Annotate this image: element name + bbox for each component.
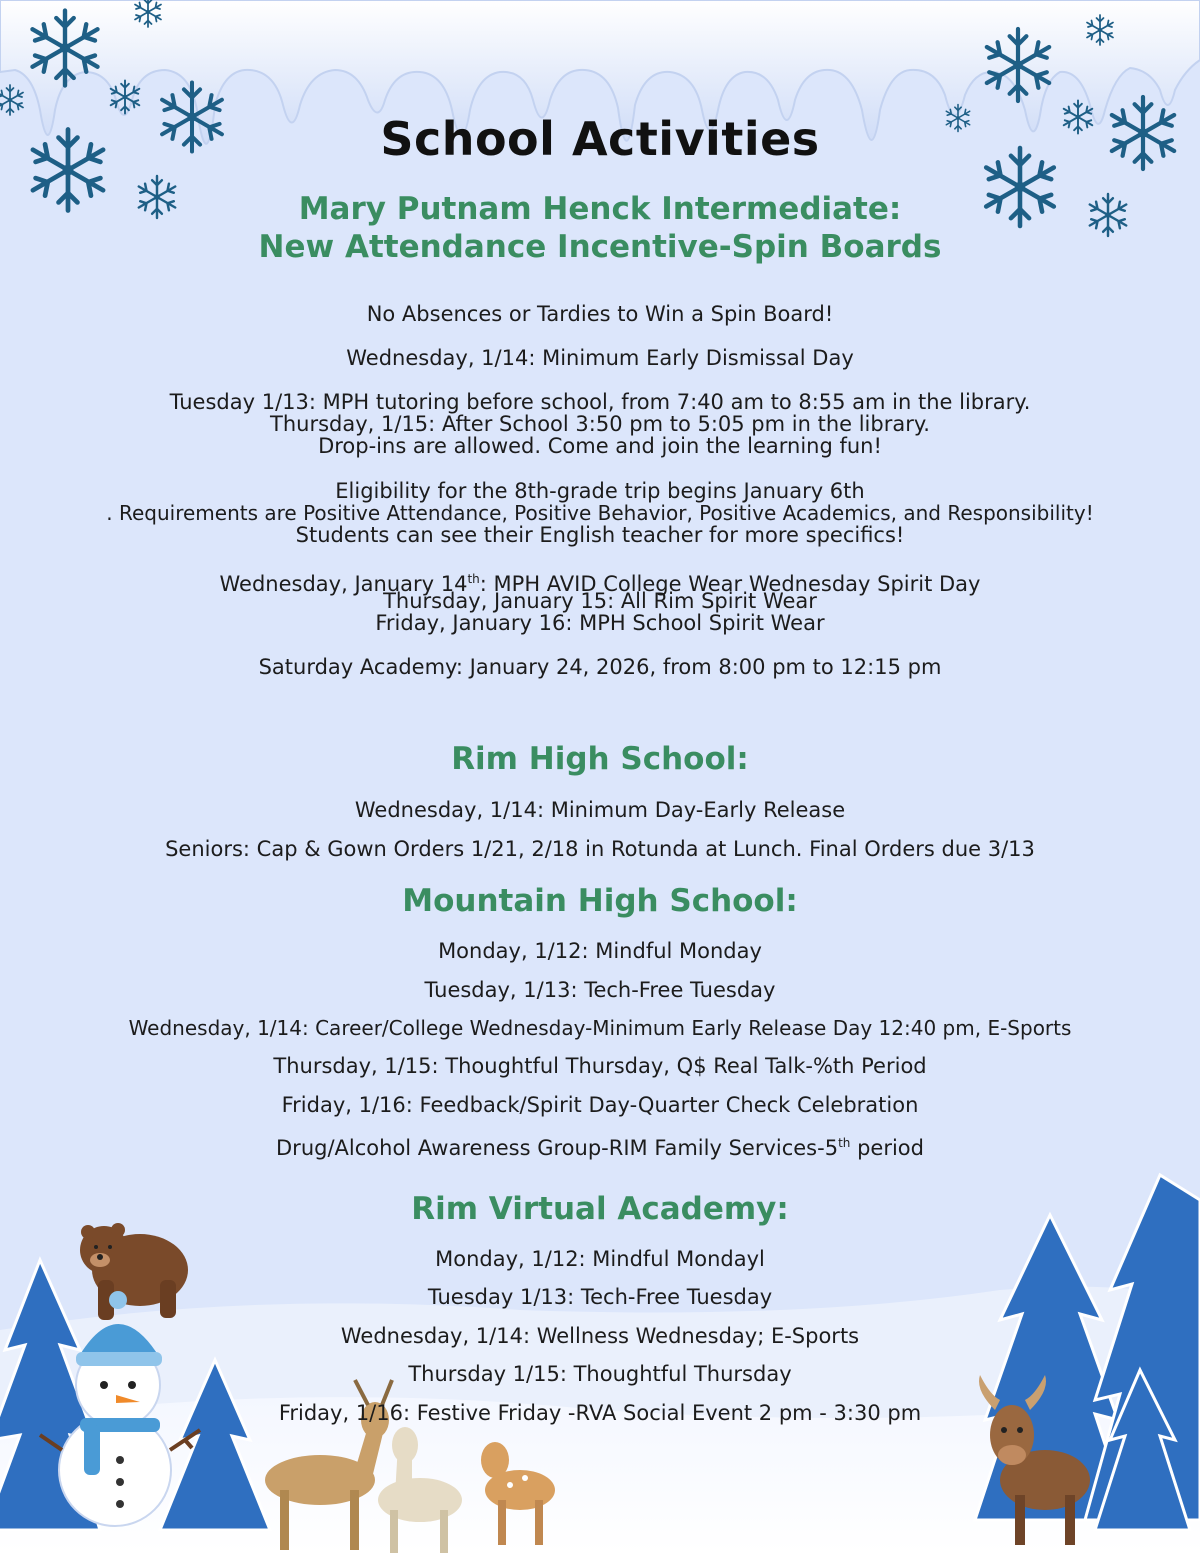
mountain-high-line-3: Wednesday, 1/14: Career/College Wednesday-Minimum Early Release Day 12:40 pm, E-Sports — [128, 1016, 1072, 1040]
mph-tutoring-2: Thursday, 1/15: After School 3:50 pm to 5:05 pm in the library. — [270, 412, 930, 436]
mph-min-day: Wednesday, 1/14: Minimum Early Dismissal Day — [346, 346, 854, 370]
mph-spirit-1-date: Wednesday, January 14 — [219, 572, 468, 596]
mountain-high-line-4: Thursday, 1/15: Thoughtful Thursday, Q$ Real Talk-%th Period — [273, 1054, 927, 1078]
rva-line-1: Monday, 1/12: Mindful Mondayl — [435, 1247, 765, 1271]
mph-heading-line1: Mary Putnam Henck Intermediate: — [298, 191, 902, 227]
mountain-high-line-6-suffix: th — [838, 1136, 851, 1150]
rim-high-line-1: Wednesday, 1/14: Minimum Day-Early Release — [354, 798, 846, 822]
mph-spirit-2: Thursday, January 15: All Rim Spirit Wear — [383, 589, 817, 613]
mph-spirit-1-text: : MPH AVID College Wear Wednesday Spirit Day — [479, 572, 981, 596]
mph-tutoring-1: Tuesday 1/13: MPH tutoring before school, from 7:40 am to 8:55 am in the library. — [169, 390, 1031, 414]
page-title: School Activities — [380, 112, 820, 166]
mountain-high-line-6-text: Drug/Alcohol Awareness Group-RIM Family Services-5 — [276, 1136, 839, 1160]
mountain-high-line-2: Tuesday, 1/13: Tech-Free Tuesday — [424, 978, 776, 1002]
rva-line-3: Wednesday, 1/14: Wellness Wednesday; E-Sports — [340, 1324, 860, 1348]
rim-high-heading: Rim High School: — [451, 741, 749, 777]
mountain-high-heading: Mountain High School: — [402, 883, 798, 919]
mountain-high-line-5: Friday, 1/16: Feedback/Spirit Day-Quarter Check Celebration — [281, 1093, 919, 1117]
mountain-high-line-6 — [0, 1132, 1200, 1159]
rva-line-4: Thursday 1/15: Thoughtful Thursday — [408, 1362, 792, 1386]
mph-trip-3: Students can see their English teacher for more specifics! — [295, 523, 905, 547]
rva-heading: Rim Virtual Academy: — [411, 1191, 789, 1227]
rva-line-5: Friday, 1/16: Festive Friday -RVA Social Event 2 pm - 3:30 pm — [278, 1401, 922, 1425]
rva-line-2: Tuesday 1/13: Tech-Free Tuesday — [427, 1285, 773, 1309]
mph-saturday-academy: Saturday Academy: January 24, 2026, from 8:00 pm to 12:15 pm — [258, 655, 942, 679]
mph-trip-2: . Requirements are Positive Attendance, Positive Behavior, Positive Academics, and Responsibility! — [106, 501, 1094, 525]
mph-spirit-1-suffix: th — [467, 572, 480, 586]
mph-spin-board: No Absences or Tardies to Win a Spin Board! — [366, 302, 834, 326]
mph-trip-1: Eligibility for the 8th-grade trip begins January 6th — [335, 479, 865, 503]
mph-spirit-3: Friday, January 16: MPH School Spirit Wear — [375, 611, 825, 635]
mountain-high-line-1: Monday, 1/12: Mindful Monday — [438, 939, 762, 963]
rim-high-line-2: Seniors: Cap & Gown Orders 1/21, 2/18 in Rotunda at Lunch. Final Orders due 3/13 — [165, 837, 1035, 861]
mountain-high-line-6-end: period — [850, 1136, 924, 1160]
mph-tutoring-3: Drop-ins are allowed. Come and join the learning fun! — [318, 434, 882, 458]
mph-heading-line2: New Attendance Incentive-Spin Boards — [258, 229, 942, 265]
